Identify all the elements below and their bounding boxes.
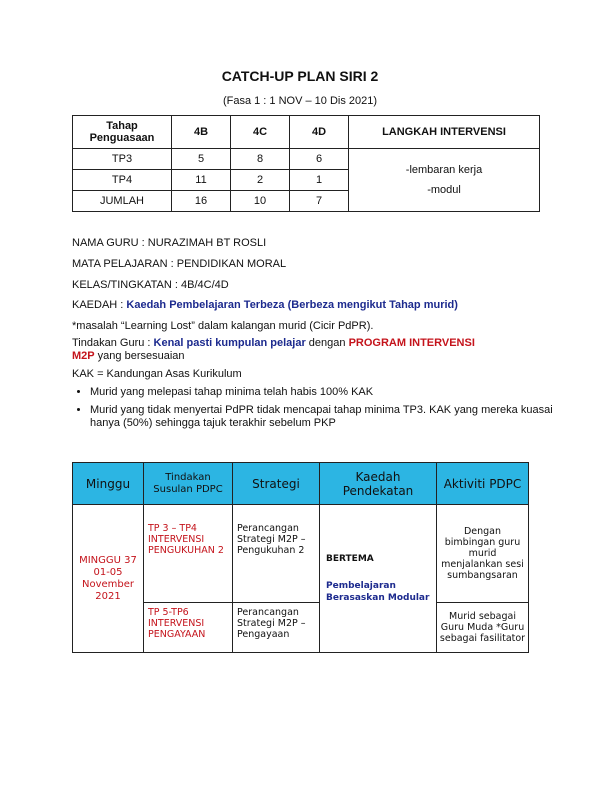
cell-level: JUMLAH (73, 191, 172, 212)
cell-value: 11 (172, 170, 231, 191)
tindakan-cell: TP 5-TP6 INTERVENSI PENGAYAAN (144, 603, 233, 653)
table-header-row (73, 116, 540, 149)
cell-value: 10 (231, 191, 290, 212)
action-program-code: M2P (72, 350, 95, 362)
action-mid: dengan (305, 337, 349, 349)
intervention-item: -lembaran kerja (405, 164, 483, 176)
strategi-cell: Perancangan Strategi M2P – Pengayaan (233, 603, 320, 653)
method-label: KAEDAH : (72, 299, 127, 311)
notes-list (72, 386, 560, 435)
page-title: CATCH-UP PLAN SIRI 2 (221, 68, 379, 84)
header-aktiviti: Aktiviti PDPC (437, 463, 529, 505)
action-highlight: Kenal pasti kumpulan pelajar (153, 337, 306, 349)
kaedah-desc: Pembelajaran Berasaskan Modular (326, 580, 430, 603)
cell-value: 7 (290, 191, 349, 212)
header-4d: 4D (290, 116, 349, 149)
cell-value: 5 (172, 149, 231, 170)
list-item: • Murid yang melepasi tahap minima telah habis 100% KAK (90, 386, 560, 399)
cell-level: TP3 (73, 149, 172, 170)
method-value: Kaedah Pembelajaran Terbeza (Berbeza mengikut Tahap murid) (126, 299, 458, 311)
kak-definition: KAK = Kandungan Asas Kurikulum (72, 368, 242, 380)
tindakan-cell: TP 3 – TP4 INTERVENSI PENGUKUHAN 2 (144, 505, 233, 603)
teacher-action (72, 337, 542, 363)
header-langkah: LANGKAH INTERVENSI (349, 116, 540, 149)
action-prefix: Tindakan Guru : (72, 337, 154, 349)
cell-level: TP4 (73, 170, 172, 191)
week-cell: MINGGU 37 01-05 November 2021 (73, 505, 144, 653)
subject: MATA PELAJARAN : PENDIDIKAN MORAL (72, 258, 287, 270)
problem-note: *masalah “Learning Lost” dalam kalangan murid (Cicir PdPR). (72, 320, 374, 332)
table-row (73, 149, 540, 170)
method-line (72, 299, 458, 311)
plan-header-row (73, 463, 529, 505)
cell-value: 6 (290, 149, 349, 170)
aktiviti-cell: Dengan bimbingan guru murid menjalankan sesi sumbangsaran (437, 505, 529, 603)
cell-value: 16 (172, 191, 231, 212)
header-strategi: Strategi (233, 463, 320, 505)
header-kaedah: Kaedah Pendekatan (320, 463, 437, 505)
intervention-cell (349, 149, 540, 212)
cell-value: 2 (231, 170, 290, 191)
table-row (73, 505, 529, 603)
plan-table (72, 462, 529, 653)
teacher-name: NAMA GURU : NURAZIMAH BT ROSLI (72, 237, 267, 249)
action-suffix: yang bersesuaian (94, 350, 185, 362)
header-tahap: Tahap Penguasaan (73, 116, 172, 149)
kaedah-title: BERTEMA (326, 553, 374, 564)
page-subtitle: (Fasa 1 : 1 NOV – 10 Dis 2021) (222, 95, 378, 107)
kaedah-cell (320, 505, 437, 653)
mastery-table (72, 115, 540, 212)
cell-value: 8 (231, 149, 290, 170)
class-level: KELAS/TINGKATAN : 4B/4C/4D (72, 279, 229, 291)
list-item: • Murid yang tidak menyertai PdPR tidak mencapai tahap minima TP3. KAK yang mereka kuasai hanya (50%) sehingga tajuk terakhir sebelum PKP (90, 404, 560, 430)
intervention-item: -modul (427, 184, 461, 196)
header-tindakan: Tindakan Susulan PDPC (144, 463, 233, 505)
aktiviti-cell: Murid sebagai Guru Muda *Guru sebagai fasilitator (437, 603, 529, 653)
header-minggu: Minggu (73, 463, 144, 505)
action-program: PROGRAM INTERVENSI (348, 337, 475, 349)
strategi-cell: Perancangan Strategi M2P – Pengukuhan 2 (233, 505, 320, 603)
header-4b: 4B (172, 116, 231, 149)
cell-value: 1 (290, 170, 349, 191)
header-4c: 4C (231, 116, 290, 149)
